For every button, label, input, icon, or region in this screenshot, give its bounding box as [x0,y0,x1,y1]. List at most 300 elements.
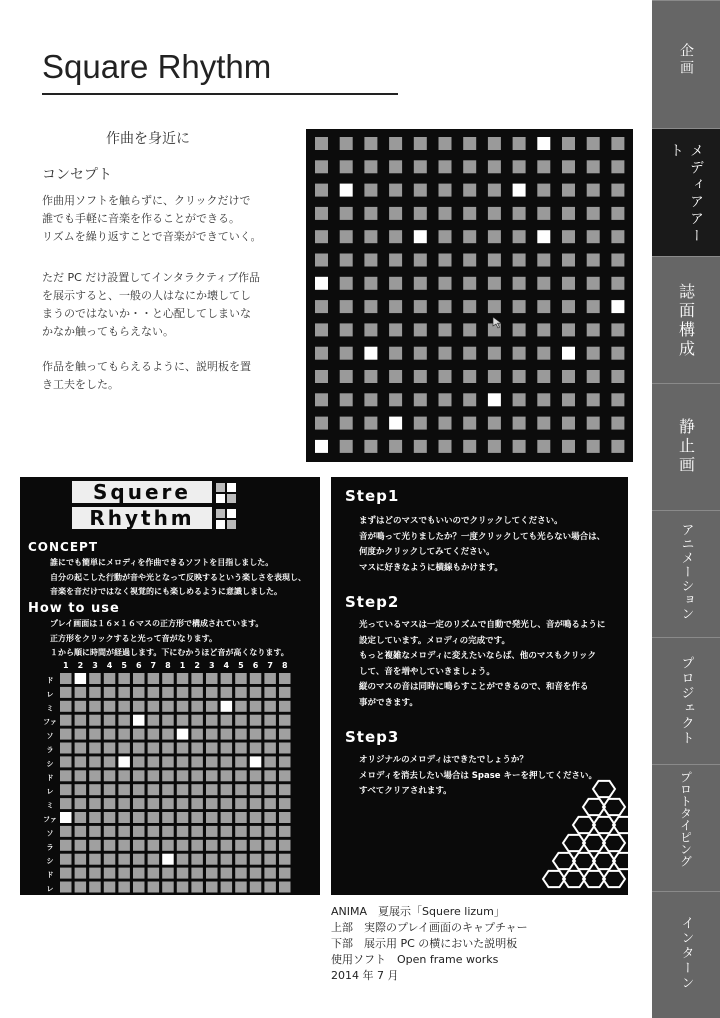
grid-cell[interactable] [414,393,427,406]
caption: ANIMA 夏展示「Squere lizum」 上部 実際のプレイ画面のキャプチャー 下部 展示用 PC の横においた説明板 使用ソフト Open frame works 2014 年 7 月 [331,905,528,982]
grid-cell[interactable] [364,277,377,290]
board-cell [191,729,203,740]
howto-text: プレイ画面は１６×１６マスの正方形で構成されています。 正方形をクリックすると光って音がなります。 １から順に時間が経過します。下にむかうほど音が高くなります。 [50,619,289,657]
grid-cell[interactable] [439,393,452,406]
grid-cell[interactable] [414,300,427,313]
grid-cell[interactable] [389,347,402,360]
grid-cell[interactable] [364,254,377,267]
board-cell [279,756,291,767]
grid-cell[interactable] [340,207,353,220]
grid-cell[interactable] [513,137,526,150]
board-cell [75,756,87,767]
grid-cell[interactable] [611,137,624,150]
grid-cell[interactable] [537,417,550,430]
board-cell [250,798,261,809]
grid-cell[interactable] [562,370,575,383]
board-cell [177,826,189,837]
board-cell [191,687,203,698]
board-cell-lit [118,756,129,767]
grid-cell[interactable] [439,207,452,220]
grid-cell[interactable] [439,137,452,150]
grid-cell[interactable] [340,370,353,383]
grid-cell[interactable] [537,323,550,336]
board-cell [235,798,247,809]
grid-cell[interactable] [414,207,427,220]
grid-cell[interactable] [463,137,476,150]
step2-text: 光っているマスは一定のリズムで自動で発光し、音が鳴るように 設定しています。メロディの完成です。 もっと複雑なメロディに変えたいならば、他のマスもクリック して、音を増やしていきましょう。 縦のマスの音は同時に鳴らすことができるので、和音を作る 事ができます。 [359,620,606,708]
grid-cell-lit[interactable] [537,230,550,243]
grid-cell[interactable] [439,323,452,336]
board-cell [118,743,129,754]
grid-cell[interactable] [562,160,575,173]
board-cell [221,756,233,767]
grid-cell[interactable] [513,417,526,430]
board-cell [177,673,189,684]
nav-tab-prototyping[interactable] [652,764,720,891]
board-cell [60,854,72,865]
grid-cell-lit[interactable] [414,230,427,243]
grid-cell[interactable] [414,137,427,150]
grid-cell[interactable] [364,207,377,220]
grid-cell[interactable] [340,277,353,290]
grid-cell[interactable] [414,323,427,336]
grid-cell[interactable] [340,137,353,150]
grid-cell-lit[interactable] [513,184,526,197]
row-note: ソ [46,829,54,838]
grid-cell[interactable] [587,184,600,197]
grid-cell[interactable] [587,137,600,150]
board-cell [206,854,218,865]
grid-cell[interactable] [340,440,353,453]
grid-cell[interactable] [611,417,624,430]
nav-label: プロジェクト [678,656,694,746]
board-cell [162,868,174,879]
grid-cell[interactable] [340,300,353,313]
board-cell [162,687,174,698]
grid-cell[interactable] [340,230,353,243]
board-cell [221,868,233,879]
grid-cell-lit[interactable] [562,347,575,360]
row-note: ド [46,676,54,685]
board-cell [133,770,145,781]
grid-cell[interactable] [562,207,575,220]
grid-cell[interactable] [513,230,526,243]
grid-cell[interactable] [340,160,353,173]
grid-cell[interactable] [587,440,600,453]
grid-cell[interactable] [562,440,575,453]
board-cell [235,729,247,740]
board-cell [279,868,291,879]
grid-cell[interactable] [611,184,624,197]
nav-tab-editorial[interactable] [652,256,720,383]
grid-cell-lit[interactable] [537,137,550,150]
logo-square [227,483,236,492]
board-cell [148,701,160,712]
nav-tab-media-art[interactable] [652,128,720,256]
side-navigation [652,0,720,1018]
grid-cell[interactable] [611,254,624,267]
grid-cell[interactable] [389,160,402,173]
board-cell [221,673,233,684]
board-cell [104,882,116,893]
grid-cell[interactable] [488,137,501,150]
grid-cell[interactable] [562,254,575,267]
board-cell [148,687,160,698]
grid-cell[interactable] [587,417,600,430]
board-cell [148,854,160,865]
grid-cell[interactable] [389,393,402,406]
board-cell-lit [250,756,261,767]
column-number: 5 [238,661,244,670]
board-cell [279,770,291,781]
grid-cell[interactable] [463,254,476,267]
grid-cell[interactable] [562,230,575,243]
nav-tab-internship[interactable] [652,891,720,1018]
grid-cell[interactable] [439,277,452,290]
grid-cell[interactable] [611,347,624,360]
grid-cell-lit[interactable] [315,277,328,290]
board-cell [89,701,101,712]
board-cell [279,743,291,754]
board-cell [191,798,203,809]
board-cell [235,854,247,865]
board-cell [264,715,276,726]
grid-cell[interactable] [562,277,575,290]
grid-cell[interactable] [537,300,550,313]
grid-cell[interactable] [488,370,501,383]
grid-cell[interactable] [513,323,526,336]
grid-cell[interactable] [537,370,550,383]
grid-cell[interactable] [513,347,526,360]
grid-cell[interactable] [463,184,476,197]
nav-label: メディアアート [668,143,704,245]
grid-cell[interactable] [587,323,600,336]
board-cell [148,840,160,851]
grid-cell[interactable] [587,370,600,383]
grid-cell[interactable] [364,300,377,313]
grid-cell[interactable] [488,347,501,360]
board-cell [162,770,174,781]
grid-cell[interactable] [611,393,624,406]
board-cell [118,673,129,684]
grid-cell[interactable] [537,347,550,360]
grid-cell[interactable] [513,300,526,313]
board-cell [177,715,189,726]
board-cell [221,743,233,754]
grid-cell[interactable] [513,277,526,290]
board-cell [250,743,261,754]
grid-cell[interactable] [439,184,452,197]
grid-cell[interactable] [463,230,476,243]
grid-cell[interactable] [315,417,328,430]
board-cell [60,743,72,754]
grid-cell[interactable] [488,254,501,267]
board-cell [250,701,261,712]
column-number: 3 [209,661,215,670]
grid-cell[interactable] [488,300,501,313]
board-cell-lit [75,673,87,684]
grid-cell[interactable] [587,254,600,267]
board-cell [89,756,101,767]
board-cell [75,687,87,698]
grid-cell[interactable] [587,300,600,313]
column-number: 6 [136,661,142,670]
grid-cell[interactable] [587,160,600,173]
grid-cell[interactable] [364,440,377,453]
column-number: 1 [63,661,69,670]
grid-cell[interactable] [463,393,476,406]
grid-cell[interactable] [414,160,427,173]
grid-cell[interactable] [389,323,402,336]
board-cell [279,673,291,684]
nav-tab-still-image[interactable] [652,383,720,510]
grid-cell[interactable] [488,160,501,173]
grid-cell[interactable] [562,300,575,313]
board-cell [206,701,218,712]
board-cell [250,854,261,865]
grid-cell[interactable] [611,207,624,220]
grid-cell[interactable] [389,207,402,220]
grid-cell[interactable] [364,323,377,336]
row-note: ソ [46,732,54,741]
grid-cell[interactable] [414,370,427,383]
grid-cell[interactable] [389,137,402,150]
grid-cell[interactable] [439,254,452,267]
board-cell [148,743,160,754]
board-cell [133,854,145,865]
board-cell [89,673,101,684]
nav-tab-planning[interactable] [652,0,720,128]
grid-cell[interactable] [587,230,600,243]
grid-cell[interactable] [488,440,501,453]
board-cell [264,840,276,851]
board-cell [279,784,291,795]
grid-cell[interactable] [587,277,600,290]
grid-cell[interactable] [537,440,550,453]
row-note: ラ [46,843,54,852]
grid-cell[interactable] [562,323,575,336]
grid-cell[interactable] [389,184,402,197]
grid-cell[interactable] [439,347,452,360]
grid-cell[interactable] [414,184,427,197]
grid-cell[interactable] [611,277,624,290]
grid-cell[interactable] [439,440,452,453]
grid-cell[interactable] [611,370,624,383]
row-note: ラ [46,746,54,754]
grid-cell[interactable] [562,137,575,150]
board-cell [177,784,189,795]
grid-cell[interactable] [439,230,452,243]
grid-cell[interactable] [587,393,600,406]
board-cell [206,868,218,879]
board-cell [60,784,72,795]
grid-cell[interactable] [463,300,476,313]
grid-cell[interactable] [315,160,328,173]
hexagon-shape [603,799,625,815]
grid-cell[interactable] [340,323,353,336]
grid-cell[interactable] [414,347,427,360]
board-cell [206,715,218,726]
grid-cell[interactable] [414,254,427,267]
grid-cell[interactable] [463,323,476,336]
grid-cell[interactable] [463,370,476,383]
board-cell [250,687,261,698]
board-cell [148,673,160,684]
logo-square [216,494,225,503]
grid-cell[interactable] [364,230,377,243]
grid-cell[interactable] [463,160,476,173]
grid-cell[interactable] [340,417,353,430]
grid-cell-lit[interactable] [611,300,624,313]
board-cell [191,743,203,754]
grid-cell[interactable] [315,137,328,150]
grid-cell[interactable] [439,370,452,383]
board-cell [89,770,101,781]
board-cell [148,784,160,795]
board-cell [264,756,276,767]
board-cell [250,715,261,726]
board-cell [191,868,203,879]
board-cell [177,743,189,754]
grid-cell[interactable] [340,393,353,406]
board-cell [191,840,203,851]
board-cell [221,840,233,851]
nav-tab-animation[interactable] [652,510,720,637]
board-cell [250,729,261,740]
grid-cell[interactable] [389,370,402,383]
grid-cell[interactable] [364,160,377,173]
nav-tab-project[interactable] [652,637,720,764]
grid-cell[interactable] [439,417,452,430]
grid-cell[interactable] [364,184,377,197]
grid-cell[interactable] [414,440,427,453]
grid-cell[interactable] [340,254,353,267]
grid-cell[interactable] [611,160,624,173]
grid-cell[interactable] [611,323,624,336]
grid-cell[interactable] [364,417,377,430]
grid-cell[interactable] [315,393,328,406]
grid-cell[interactable] [513,254,526,267]
board-cell [235,784,247,795]
grid-cell[interactable] [389,440,402,453]
grid-cell[interactable] [562,393,575,406]
board-cell [264,826,276,837]
board-cell [162,673,174,684]
grid-cell[interactable] [488,230,501,243]
explanation-board-right [331,477,628,895]
grid-cell[interactable] [537,393,550,406]
grid-cell[interactable] [562,184,575,197]
grid-cell[interactable] [611,440,624,453]
board-cell [60,729,72,740]
grid-cell[interactable] [513,207,526,220]
grid-cell[interactable] [513,393,526,406]
grid-cell[interactable] [364,137,377,150]
grid-cell[interactable] [315,347,328,360]
grid-cell[interactable] [537,184,550,197]
grid-cell[interactable] [537,254,550,267]
grid-cell[interactable] [488,184,501,197]
grid-cell[interactable] [414,417,427,430]
grid-cell[interactable] [488,207,501,220]
board-grid [20,657,320,895]
grid-cell-lit[interactable] [315,440,328,453]
grid-cell[interactable] [611,230,624,243]
row-note: ミ [46,704,54,713]
board-cell [177,756,189,767]
grid-cell[interactable] [463,417,476,430]
grid-cell[interactable] [389,230,402,243]
column-number: 7 [150,661,157,670]
grid-cell[interactable] [315,300,328,313]
hexagon-shape [603,835,625,851]
grid-cell[interactable] [488,417,501,430]
concept-heading: コンセプト [42,167,112,183]
board-cell [162,743,174,754]
board-cell [177,882,189,893]
board-cell [206,673,218,684]
grid-cell[interactable] [562,417,575,430]
grid-cell[interactable] [488,277,501,290]
grid-cell[interactable] [389,254,402,267]
grid-cell[interactable] [587,347,600,360]
row-note: シ [46,857,54,866]
board-cell [118,715,129,726]
grid-cell[interactable] [513,160,526,173]
grid-cell[interactable] [587,207,600,220]
board-cell [89,840,101,851]
howto-label: How to use [28,601,120,616]
grid-cell[interactable] [439,300,452,313]
grid-cell-lit[interactable] [364,347,377,360]
concept-paragraph-1: 作曲用ソフトを触らずに、クリックだけで 誰でも手軽に音楽を作ることができる。 リズムを繰り返すことで音楽ができていく。 [42,194,262,243]
grid-cell[interactable] [364,393,377,406]
grid-cell[interactable] [315,230,328,243]
board-cell [206,729,218,740]
grid-cell[interactable] [439,160,452,173]
grid-cell[interactable] [463,440,476,453]
grid-cell[interactable] [463,207,476,220]
grid-cell[interactable] [513,440,526,453]
grid-cell[interactable] [513,370,526,383]
grid-cell[interactable] [389,277,402,290]
grid-cell[interactable] [315,370,328,383]
board-cell [250,882,261,893]
grid-cell[interactable] [463,277,476,290]
grid-cell[interactable] [315,323,328,336]
grid-cell-lit[interactable] [488,393,501,406]
grid-cell[interactable] [364,370,377,383]
grid-cell[interactable] [463,347,476,360]
grid-cell[interactable] [414,277,427,290]
grid-cell[interactable] [537,277,550,290]
board-cell [75,882,87,893]
board-cell [177,812,189,823]
board-cell [162,701,174,712]
grid-cell[interactable] [537,160,550,173]
board-cell [250,840,261,851]
grid-cell-lit[interactable] [389,417,402,430]
grid-cell[interactable] [389,300,402,313]
concept-paragraph-3: 作品を触ってもらえるように、説明板を置 き工夫をした。 [42,360,251,391]
grid-cell[interactable] [340,347,353,360]
board-cell [264,812,276,823]
grid-cell[interactable] [315,254,328,267]
grid-cell[interactable] [315,207,328,220]
grid-cell[interactable] [315,184,328,197]
grid-cell[interactable] [537,207,550,220]
grid-cell-lit[interactable] [340,184,353,197]
